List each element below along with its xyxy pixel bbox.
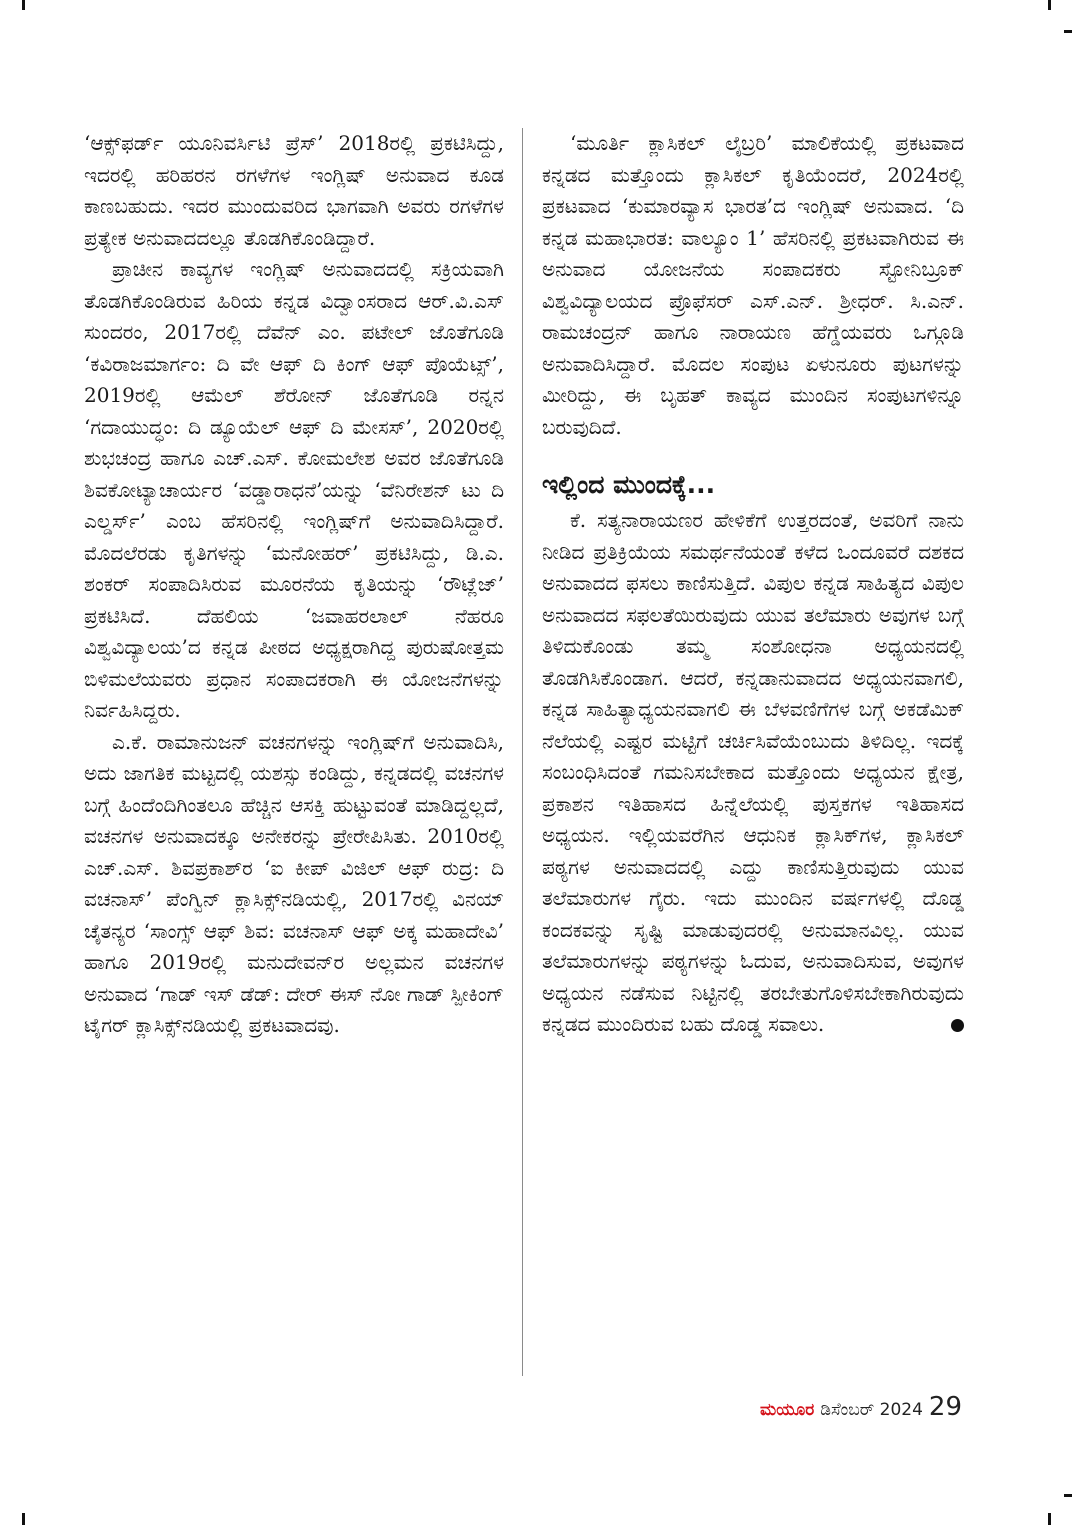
magazine-brand: ಮಯೂರ xyxy=(760,1400,815,1420)
left-column xyxy=(84,128,504,1042)
issue-date: ಡಿಸೆಂಬರ್ 2024 xyxy=(820,1400,923,1420)
paragraph-text: ಕೆ. ಸತ್ಯನಾರಾಯಣರ ಹೇಳಿಕೆಗೆ ಉತ್ತರದಂತೆ, ಅವರಿಗೆ ನಾನು ನೀಡಿದ ಪ್ರತಿಕ್ರಿಯೆಯ ಸಮರ್ಥನೆಯಂತೆ ಕಳೆದ ಒಂದೂವರೆ ದಶಕದ ಅನುವಾದದ ಫಸಲು ಕಾಣಿಸುತ್ತಿದೆ. ವಿಪುಲ ಕನ್ನಡ ಸಾಹಿತ್ಯದ ವಿಪುಲ ಅನುವಾದದ ಸಫಲತೆಯಿರುವುದು ಯುವ ತಲೆಮಾರು ಅವುಗಳ ಬಗ್ಗೆ ತಿಳಿದುಕೊಂಡು ತಮ್ಮ ಸಂಶೋಧನಾ ಅಧ್ಯಯನದಲ್ಲಿ ತೊಡಗಿಸಿಕೊಂಡಾಗ. ಆದರೆ, ಕನ್ನಡಾನುವಾದದ ಅಧ್ಯಯನವಾಗಲಿ, ಕನ್ನಡ ಸಾಹಿತ್ಯಾಧ್ಯಯನವಾಗಲಿ ಈ ಬೆಳವಣಿಗೆಗಳ ಬಗ್ಗೆ ಅಕಡೆಮಿಕ್ ನೆಲೆಯಲ್ಲಿ ಎಷ್ಟರ ಮಟ್ಟಿಗೆ ಚರ್ಚಿಸಿವೆಯೆಂಬುದು ತಿಳಿದಿಲ್ಲ. ಇದಕ್ಕೆ ಸಂಬಂಧಿಸಿದಂತೆ ಗಮನಿಸಬೇಕಾದ ಮತ್ತೊಂದು ಅಧ್ಯಯನ ಕ್ಷೇತ್ರ, ಪ್ರಕಾಶನ ಇತಿಹಾಸದ ಹಿನ್ನೆಲೆಯಲ್ಲಿ ಪುಸ್ತಕಗಳ ಇತಿಹಾಸದ ಅಧ್ಯಯನ. ಇಲ್ಲಿಯವರೆಗಿನ ಆಧುನಿಕ ಕ್ಲಾಸಿಕ್‌ಗಳ, ಕ್ಲಾಸಿಕಲ್ ಪಠ್ಯಗಳ ಅನುವಾದದಲ್ಲಿ ಎದ್ದು ಕಾಣಿಸುತ್ತಿರುವುದು ಯುವ ತಲೆಮಾರುಗಳ ಗೈರು. ಇದು ಮುಂದಿನ ವರ್ಷಗಳಲ್ಲಿ ದೊಡ್ಡ ಕಂದಕವನ್ನು ಸೃಷ್ಟಿ ಮಾಡುವುದರಲ್ಲಿ ಅನುಮಾನವಿಲ್ಲ. ಯುವ ತಲೆಮಾರುಗಳನ್ನು ಪಠ್ಯಗಳನ್ನು ಓದುವ, ಅನುವಾದಿಸುವ, ಅವುಗಳ ಅಧ್ಯಯನ ನಡೆಸುವ ನಿಟ್ಟಿನಲ್ಲಿ ತರಬೇತುಗೊಳಿಸಬೇಕಾಗಿರುವುದು ಕನ್ನಡದ ಮುಂದಿರುವ ಬಹು ದೊಡ್ಡ ಸವಾಲು. xyxy=(542,508,964,1036)
paragraph: ‘ಆಕ್ಸ್‌ಫರ್ಡ್ ಯೂನಿವರ್ಸಿಟಿ ಪ್ರೆಸ್’ 2018ರಲ್ಲಿ ಪ್ರಕಟಿಸಿದ್ದು, ಇದರಲ್ಲಿ ಹರಿಹರನ ರಗಳೆಗಳ ಇಂಗ್ಲಿಷ್ ಅನುವಾದ ಕೂಡ ಕಾಣಬಹುದು. ಇದರ ಮುಂದುವರಿದ ಭಾಗವಾಗಿ ಅವರು ರಗಳೆಗಳ ಪ್ರತ್ಯೇಕ ಅನುವಾದದಲ್ಲೂ ತೊಡಗಿಕೊಂಡಿದ್ದಾರೆ. xyxy=(84,131,504,250)
crop-mark-top-right xyxy=(1048,0,1051,10)
paragraph xyxy=(542,505,964,1041)
page-footer xyxy=(760,1392,962,1422)
section-subheading: ಇಲ್ಲಿಂದ ಮುಂದಕ್ಕೆ... xyxy=(542,470,716,499)
page-number: 29 xyxy=(928,1392,962,1422)
right-column xyxy=(542,128,964,1041)
paragraph: ಪ್ರಾಚೀನ ಕಾವ್ಯಗಳ ಇಂಗ್ಲಿಷ್ ಅನುವಾದದಲ್ಲಿ ಸಕ್ರಿಯವಾಗಿ ತೊಡಗಿಕೊಂಡಿರುವ ಹಿರಿಯ ಕನ್ನಡ ವಿದ್ವಾಂಸರಾದ ಆರ್.ವಿ.ಎಸ್ ಸುಂದರಂ, 2017ರಲ್ಲಿ ದೆವೆನ್ ಎಂ. ಪಟೇಲ್ ಜೊತೆಗೂಡಿ ‘ಕವಿರಾಜಮಾರ್ಗಂ: ದಿ ವೇ ಆಫ್ ದಿ ಕಿಂಗ್ ಆಫ್ ಪೊಯೆಟ್ಸ್’, 2019ರಲ್ಲಿ ಆಮೆಲ್ ಶೆರೋನ್ ಜೊತೆಗೂಡಿ ರನ್ನನ ‘ಗದಾಯುದ್ಧಂ: ದಿ ಡ್ಯೂಯೆಲ್ ಆಫ್ ದಿ ಮೇಸಸ್’, 2020ರಲ್ಲಿ ಶುಭಚಂದ್ರ ಹಾಗೂ ಎಚ್.ಎಸ್. ಕೋಮಲೇಶ ಅವರ ಜೊತೆಗೂಡಿ ಶಿವಕೋಟ್ಯಾಚಾರ್ಯರ ‘ವಡ್ಡಾರಾಧನೆ’ಯನ್ನು ‘ವೆನಿರೇಶನ್ ಟು ದಿ ಎಲ್ಡರ್ಸ್’ ಎಂಬ ಹೆಸರಿನಲ್ಲಿ ಇಂಗ್ಲಿಷ್‌ಗೆ ಅನುವಾದಿಸಿದ್ದಾರೆ. ಮೊದಲೆರಡು ಕೃತಿಗಳನ್ನು ‘ಮನೋಹರ್’ ಪ್ರಕಟಿಸಿದ್ದು, ಡಿ.ಎ. ಶಂಕರ್ ಸಂಪಾದಿಸಿರುವ ಮೂರನೆಯ ಕೃತಿಯನ್ನು ‘ರೌಟ್ಲೆಜ್’ ಪ್ರಕಟಿಸಿದೆ. ದೆಹಲಿಯ ‘ಜವಾಹರಲಾಲ್ ನೆಹರೂ ವಿಶ್ವವಿದ್ಯಾಲಯ’ದ ಕನ್ನಡ ಪೀಠದ ಅಧ್ಯಕ್ಷರಾಗಿದ್ದ ಪುರುಷೋತ್ತಮ ಬಿಳಿಮಲೆಯವರು ಪ್ರಧಾನ ಸಂಪಾದಕರಾಗಿ ಈ ಯೋಜನೆಗಳನ್ನು ನಿರ್ವಹಿಸಿದ್ದರು. xyxy=(84,257,504,722)
column-divider xyxy=(522,128,523,1376)
paragraph: ‘ಮೂರ್ತಿ ಕ್ಲಾಸಿಕಲ್ ಲೈಬ್ರರಿ’ ಮಾಲಿಕೆಯಲ್ಲಿ ಪ್ರಕಟವಾದ ಕನ್ನಡದ ಮತ್ತೊಂದು ಕ್ಲಾಸಿಕಲ್ ಕೃತಿಯೆಂದರೆ, 2024ರಲ್ಲಿ ಪ್ರಕಟವಾದ ‘ಕುಮಾರವ್ಯಾಸ ಭಾರತ’ದ ಇಂಗ್ಲಿಷ್ ಅನುವಾದ. ‘ದಿ ಕನ್ನಡ ಮಹಾಭಾರತ: ವಾಲ್ಯೂಂ 1’ ಹೆಸರಿನಲ್ಲಿ ಪ್ರಕಟವಾಗಿರುವ ಈ ಅನುವಾದ ಯೋಜನೆಯ ಸಂಪಾದಕರು ಸ್ಟೋನಿಬ್ರೂಕ್ ವಿಶ್ವವಿದ್ಯಾಲಯದ ಪ್ರೊಫೆಸರ್ ಎಸ್.ಎನ್. ಶ್ರೀಧರ್. ಸಿ.ಎನ್. ರಾಮಚಂದ್ರನ್ ಹಾಗೂ ನಾರಾಯಣ ಹೆಗ್ಡೆಯವರು ಒಗ್ಗೂಡಿ ಅನುವಾದಿಸಿದ್ದಾರೆ. ಮೊದಲ ಸಂಪುಟ ಏಳುನೂರು ಪುಟಗಳನ್ನು ಮೀರಿದ್ದು, ಈ ಬೃಹತ್ ಕಾವ್ಯದ ಮುಂದಿನ ಸಂಪುಟಗಳಿನ್ನೂ ಬರುವುದಿದೆ. xyxy=(542,131,964,439)
crop-mark-top-left xyxy=(22,0,25,10)
crop-mark-bottom-right xyxy=(1048,1513,1051,1525)
crop-mark-bottom-left xyxy=(22,1513,25,1525)
end-of-article-bullet-icon xyxy=(951,1019,964,1032)
crop-mark-right-top xyxy=(1064,30,1072,33)
crop-mark-right-bottom xyxy=(1064,1494,1072,1497)
paragraph: ಎ.ಕೆ. ರಾಮಾನುಜನ್ ವಚನಗಳನ್ನು ಇಂಗ್ಲಿಷ್‌ಗೆ ಅನುವಾದಿಸಿ, ಅದು ಜಾಗತಿಕ ಮಟ್ಟದಲ್ಲಿ ಯಶಸ್ಸು ಕಂಡಿದ್ದು, ಕನ್ನಡದಲ್ಲಿ ವಚನಗಳ ಬಗ್ಗೆ ಹಿಂದೆಂದಿಗಿಂತಲೂ ಹೆಚ್ಚಿನ ಆಸಕ್ತಿ ಹುಟ್ಟುವಂತೆ ಮಾಡಿದ್ದಲ್ಲದೆ, ವಚನಗಳ ಅನುವಾದಕ್ಕೂ ಅನೇಕರನ್ನು ಪ್ರೇರೇಪಿಸಿತು. 2010ರಲ್ಲಿ ಎಚ್.ಎಸ್. ಶಿವಪ್ರಕಾಶ್‌ರ ‘ಐ ಕೀಪ್ ವಿಜಿಲ್ ಆಫ್ ರುದ್ರ: ದಿ ವಚನಾಸ್’ ಪೆಂಗ್ವಿನ್ ಕ್ಲಾಸಿಕ್ಸ್‌ನಡಿಯಲ್ಲಿ, 2017ರಲ್ಲಿ ವಿನಯ್ ಚೈತನ್ಯರ ‘ಸಾಂಗ್ಸ್ ಆಫ್ ಶಿವ: ವಚನಾಸ್ ಆಫ್ ಅಕ್ಕ ಮಹಾದೇವಿ’ ಹಾಗೂ 2019ರಲ್ಲಿ ಮನುದೇವನ್‌ರ ಅಲ್ಲಮನ ವಚನಗಳ ಅನುವಾದ ‘ಗಾಡ್ ಇಸ್ ಡೆಡ್: ದೇರ್ ಈಸ್ ನೋ ಗಾಡ್ ಸ್ಪೀಕಿಂಗ್ ಟೈಗರ್ ಕ್ಲಾಸಿಕ್ಸ್‌ನಡಿಯಲ್ಲಿ ಪ್ರಕಟವಾದವು. xyxy=(84,729,504,1037)
